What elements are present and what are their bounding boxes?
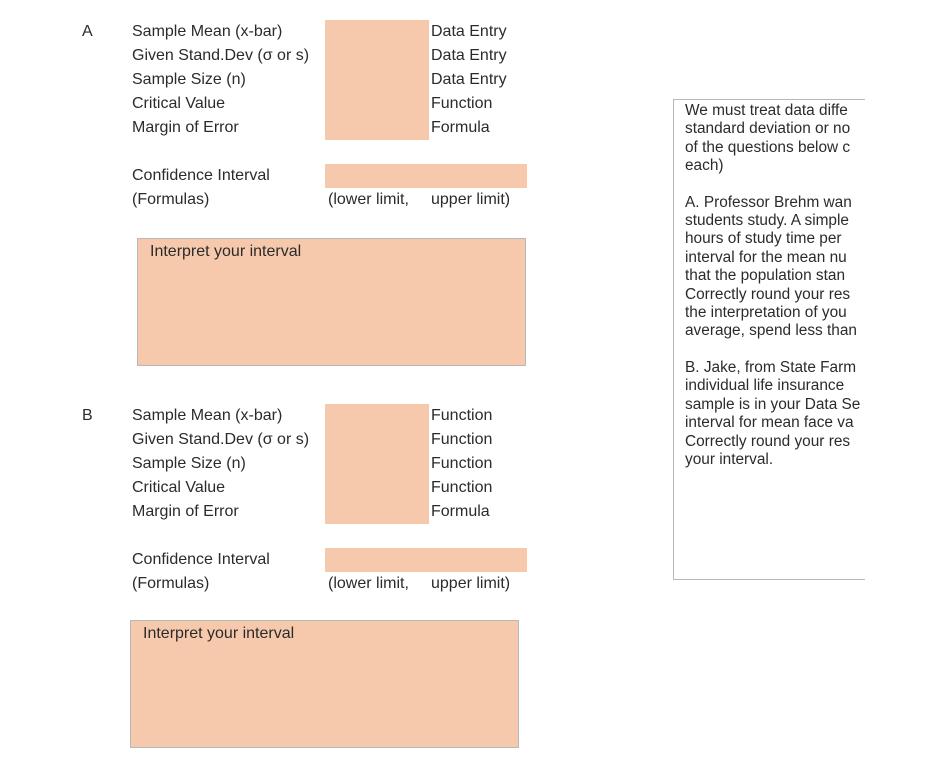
section-a-letter: A xyxy=(82,23,93,40)
upper-limit-label: upper limit) xyxy=(431,575,511,592)
input-cells-a[interactable] xyxy=(325,20,429,140)
interpret-box-a[interactable] xyxy=(137,238,526,366)
section-b-letter: B xyxy=(82,407,93,424)
type-margin-of-error: Formula xyxy=(431,119,490,136)
upper-limit-label: upper limit) xyxy=(431,191,511,208)
type-std-dev: Data Entry xyxy=(431,47,507,64)
label-sample-mean: Sample Mean (x-bar) xyxy=(132,407,283,424)
label-margin-of-error: Margin of Error xyxy=(132,119,239,136)
label-critical-value: Critical Value xyxy=(132,479,226,496)
type-sample-size: Function xyxy=(431,455,493,472)
type-critical-value: Function xyxy=(431,95,493,112)
ci-input-a[interactable] xyxy=(325,164,527,188)
ci-label: Confidence Interval xyxy=(132,167,270,184)
instructions-question-b: B. Jake, from State Farm individual life insurance sample is in your Data Se interval for mean face va Correctly round your res your interval. xyxy=(685,358,861,468)
interpret-box-b[interactable] xyxy=(130,620,519,748)
ci-label: Confidence Interval xyxy=(132,551,270,568)
ci-sub-label: (Formulas) xyxy=(132,575,210,592)
lower-limit-label: (lower limit, xyxy=(328,575,409,592)
interpret-label: Interpret your interval xyxy=(150,243,302,260)
ci-input-b[interactable] xyxy=(325,548,527,572)
instructions-intro: We must treat data diffe standard deviation or no of the questions below c each) xyxy=(685,102,851,175)
label-std-dev: Given Stand.Dev (σ or s) xyxy=(132,47,310,64)
type-sample-mean: Function xyxy=(431,407,493,424)
label-sample-size: Sample Size (n) xyxy=(132,455,246,472)
type-critical-value: Function xyxy=(431,479,493,496)
instructions-question-a: A. Professor Brehm wan students study. A simple hours of study time per interval for the mean nu that the population stan Correctly round your res the interpretation of you average, spend less than xyxy=(685,193,857,340)
type-std-dev: Function xyxy=(431,431,493,448)
label-sample-mean: Sample Mean (x-bar) xyxy=(132,23,283,40)
type-sample-size: Data Entry xyxy=(431,71,507,88)
type-margin-of-error: Formula xyxy=(431,503,490,520)
label-sample-size: Sample Size (n) xyxy=(132,71,246,88)
ci-sub-label: (Formulas) xyxy=(132,191,210,208)
type-sample-mean: Data Entry xyxy=(431,23,507,40)
label-std-dev: Given Stand.Dev (σ or s) xyxy=(132,431,310,448)
label-margin-of-error: Margin of Error xyxy=(132,503,239,520)
interpret-label: Interpret your interval xyxy=(143,625,295,642)
label-critical-value: Critical Value xyxy=(132,95,226,112)
instructions-textbox[interactable] xyxy=(673,99,865,580)
lower-limit-label: (lower limit, xyxy=(328,191,409,208)
input-cells-b[interactable] xyxy=(325,404,429,524)
